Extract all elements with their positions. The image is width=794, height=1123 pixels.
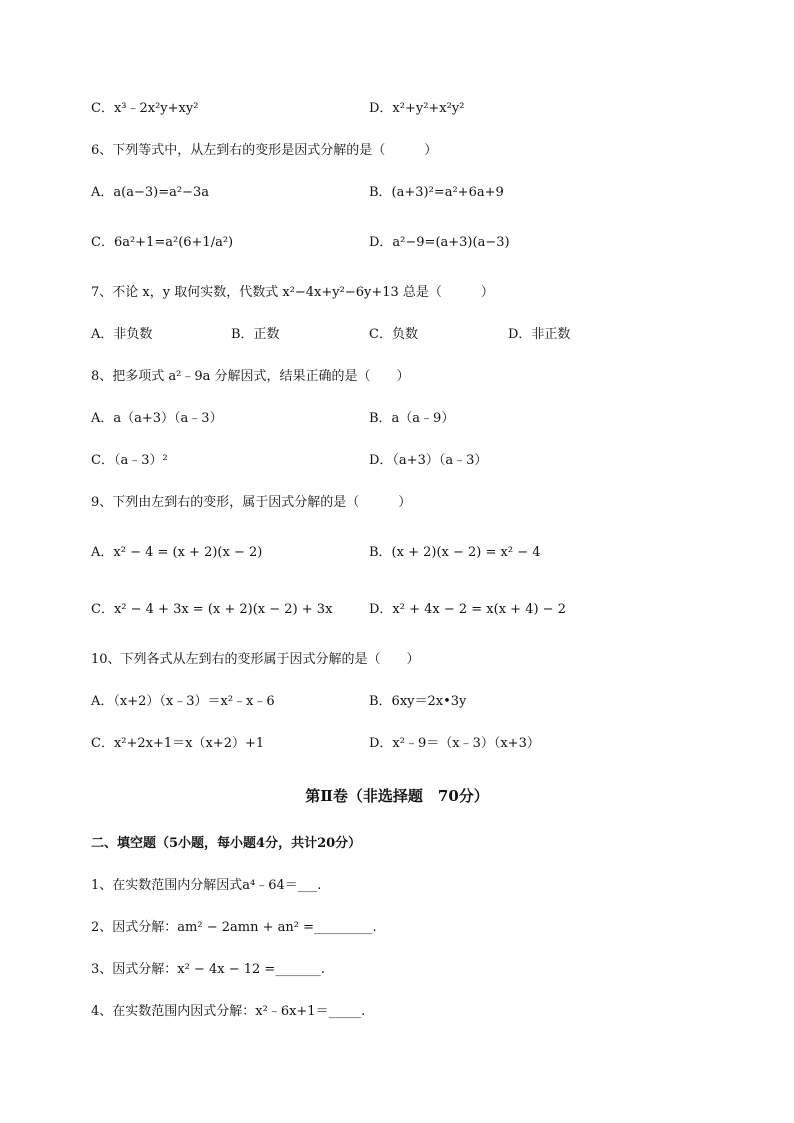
q5-option-d: D．x²+y²+x²y² — [369, 101, 465, 116]
q6-stem: 6、下列等式中，从左到右的变形是因式分解的是（ ） — [91, 143, 438, 158]
q8-option-d: D．（a+3）（a﹣3） — [369, 453, 488, 468]
fill-question-1: 1、在实数范围内分解因式a⁴﹣64＝___. — [91, 878, 322, 893]
section-heading: 二、填空题（5小题，每小题4分，共计20分） — [91, 836, 362, 851]
q8-option-b: B．a（a﹣9） — [369, 411, 455, 426]
fill-question-3: 3、因式分解：x² − 4x − 12 =_______. — [91, 962, 325, 977]
q8-stem: 8、把多项式 a²﹣9a 分解因式，结果正确的是（ ） — [91, 369, 410, 384]
q9-option-a: A．x² − 4 = (x + 2)(x − 2) — [91, 545, 263, 560]
q6-option-c: C．6a²+1=a²(6+1/a²) — [91, 235, 234, 250]
q10-option-b: B．6xy＝2x•3y — [369, 694, 467, 709]
q6-option-d: D．a²−9=(a+3)(a−3) — [369, 235, 510, 250]
fill-question-2: 2、因式分解：am² − 2amn + an² =_________. — [91, 920, 377, 935]
q9-option-b: B．(x + 2)(x − 2) = x² − 4 — [369, 545, 541, 560]
fill-question-4: 4、在实数范围内因式分解：x²﹣6x+1＝_____. — [91, 1004, 366, 1019]
q9-stem: 9、下列由左到右的变形，属于因式分解的是（ ） — [91, 495, 412, 510]
q5-option-c: C．x³﹣2x²y+xy² — [91, 101, 199, 116]
q9-option-c: C．x² − 4 + 3x = (x + 2)(x − 2) + 3x — [91, 602, 333, 617]
q10-option-c: C．x²+2x+1＝x（x+2）+1 — [91, 736, 265, 751]
q8-option-a: A．a（a+3）（a﹣3） — [91, 411, 223, 426]
q7-stem: 7、不论 x，y 取何实数，代数式 x²−4x+y²−6y+13 总是（ ） — [91, 285, 494, 300]
q9-option-d: D．x² + 4x − 2 = x(x + 4) − 2 — [369, 602, 566, 617]
q7-option-d: D．非正数 — [508, 327, 571, 342]
q7-option-b: B．正数 — [231, 327, 280, 342]
q7-option-c: C．负数 — [369, 327, 418, 342]
q6-option-b: B．(a+3)²=a²+6a+9 — [369, 185, 504, 200]
q10-option-d: D．x²﹣9＝（x﹣3）（x+3） — [369, 736, 540, 751]
part2-title: 第Ⅱ卷（非选择题 70分） — [305, 787, 489, 805]
q10-stem: 10、下列各式从左到右的变形属于因式分解的是（ ） — [91, 652, 420, 667]
q8-option-c: C．（a﹣3）² — [91, 453, 168, 468]
q7-option-a: A．非负数 — [91, 327, 153, 342]
q10-option-a: A．（x+2）（x﹣3）＝x²﹣x﹣6 — [91, 694, 275, 709]
q6-option-a: A．a(a−3)=a²−3a — [91, 185, 209, 200]
